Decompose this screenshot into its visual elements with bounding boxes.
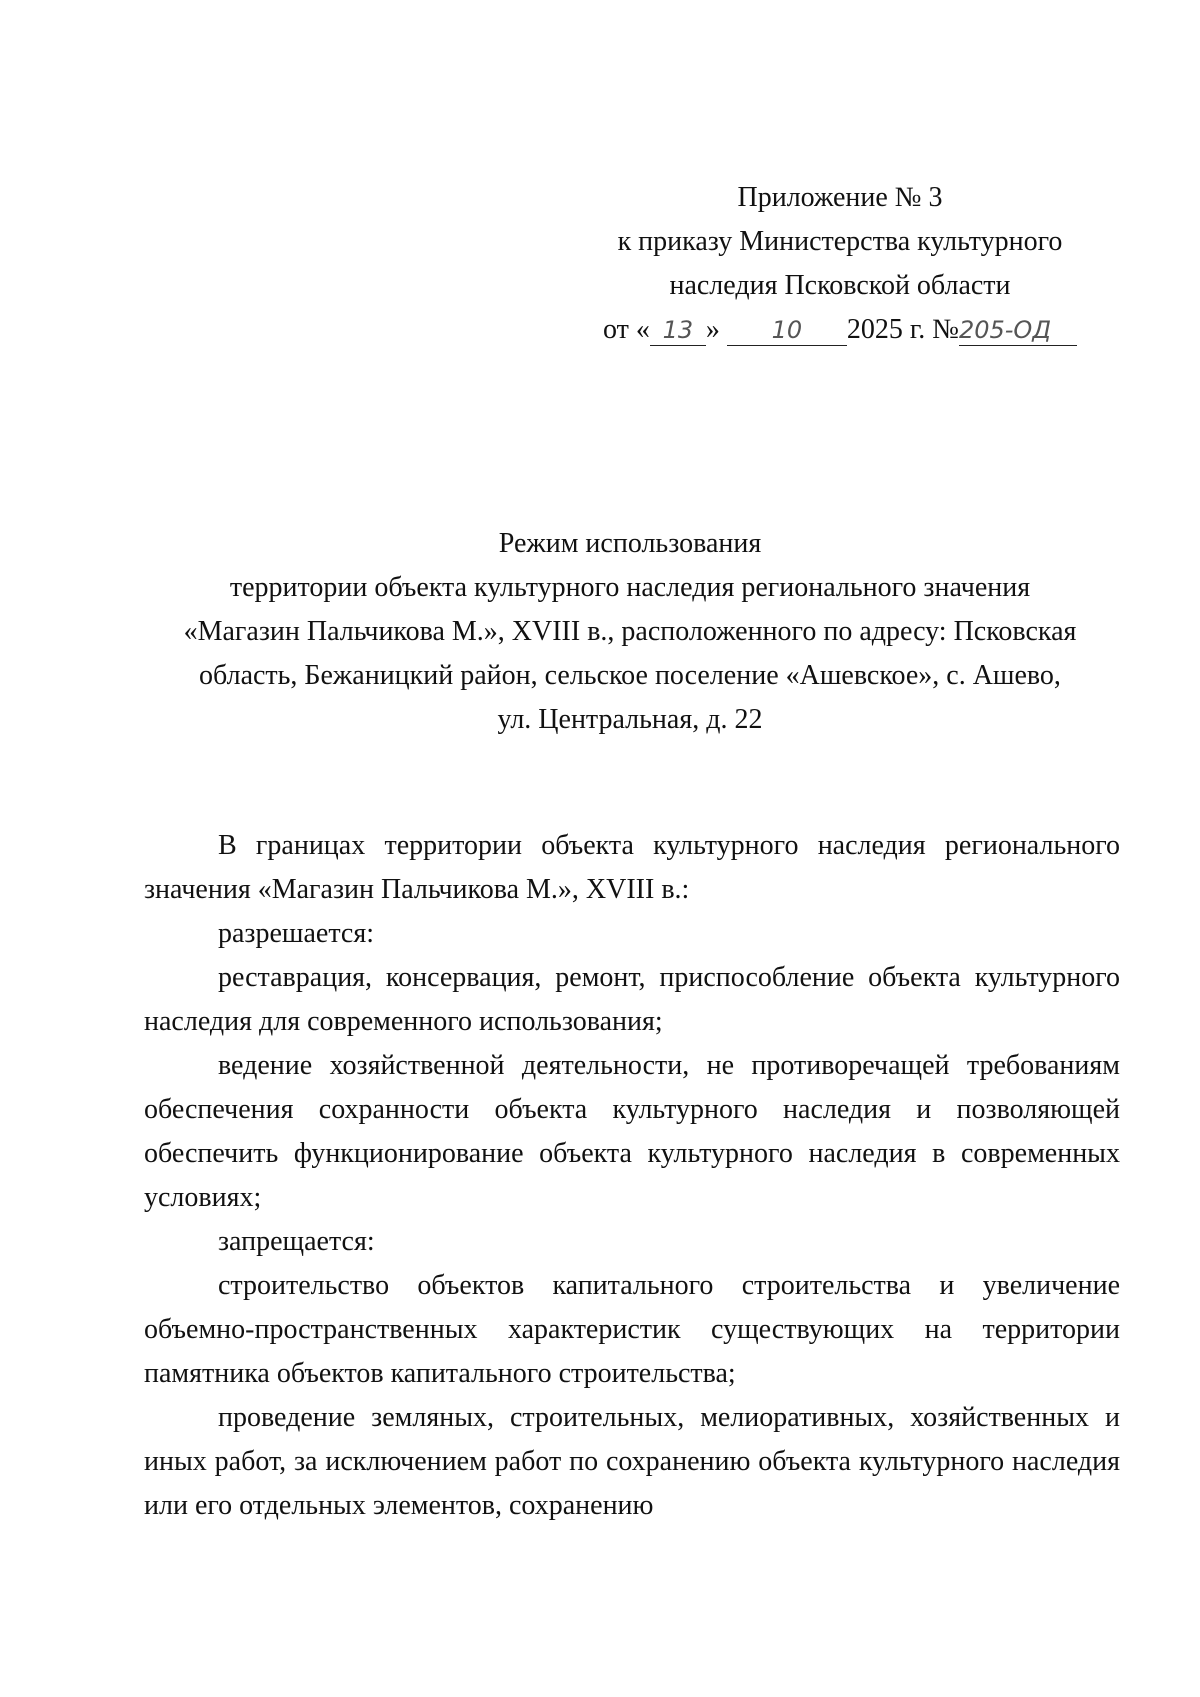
date-mid: » bbox=[705, 314, 720, 345]
document-body bbox=[144, 824, 1120, 1528]
title-line-5: ул. Центральная, д. 22 bbox=[497, 704, 763, 735]
body-paragraph: В границах территории объекта культурного наследия регионального значения «Магазин Пальчикова М.», XVIII в.: bbox=[144, 830, 1120, 905]
number-label: № bbox=[932, 314, 959, 345]
appendix-order-ref: к приказу Министерства культурного bbox=[617, 226, 1063, 257]
body-paragraph: ведение хозяйственной деятельности, не противоречащей требованиям обеспечения сохранности объекта культурного наследия и позволяющей обеспечить функционирование объекта культурного наследия в современных условиях; bbox=[144, 1050, 1120, 1213]
order-number-handwritten: 205-ОД bbox=[958, 316, 1052, 344]
date-prefix: от « bbox=[603, 314, 650, 345]
title-line-2: территории объекта культурного наследия регионального значения bbox=[229, 572, 1031, 603]
date-month-handwritten: 10 bbox=[771, 316, 803, 344]
title-line-1: Режим использования bbox=[498, 528, 762, 559]
document-title bbox=[140, 522, 1120, 742]
body-paragraph: проведение земляных, строительных, мелиоративных, хозяйственных и иных работ, за исключением работ по сохранению объекта культурного наследия или его отдельных элементов, сохранению bbox=[144, 1402, 1120, 1521]
body-paragraph: строительство объектов капитального строительства и увеличение объемно-пространственных характеристик существующих на территории памятника объектов капитального строительства; bbox=[144, 1270, 1120, 1389]
appendix-header bbox=[560, 176, 1120, 352]
body-paragraph: реставрация, консервация, ремонт, приспособление объекта культурного наследия для современного использования; bbox=[144, 962, 1120, 1037]
date-day-field bbox=[650, 315, 706, 346]
body-paragraph: разрешается: bbox=[218, 918, 374, 949]
order-date-line bbox=[560, 308, 1120, 352]
appendix-ministry: наследия Псковской области bbox=[669, 270, 1011, 301]
title-line-3: «Магазин Пальчикова М.», XVIII в., расположенного по адресу: Псковская bbox=[183, 616, 1077, 647]
body-paragraph: запрещается: bbox=[218, 1226, 375, 1257]
appendix-number: Приложение № 3 bbox=[737, 182, 943, 213]
date-month-field bbox=[727, 315, 847, 346]
order-number-field bbox=[959, 315, 1077, 346]
date-day-handwritten: 13 bbox=[662, 316, 694, 344]
date-year: 2025 г. bbox=[846, 314, 926, 345]
title-line-4: область, Бежаницкий район, сельское поселение «Ашевское», с. Ашево, bbox=[199, 660, 1061, 691]
